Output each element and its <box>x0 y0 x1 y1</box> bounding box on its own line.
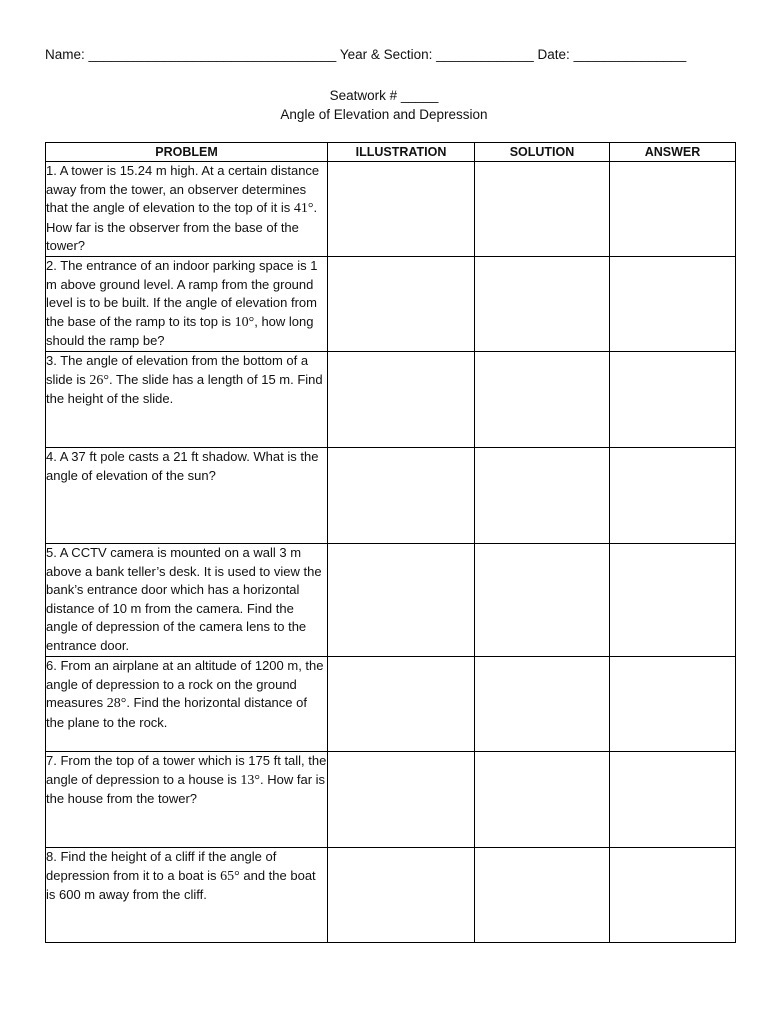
table-row <box>46 848 736 943</box>
illustration-cell[interactable] <box>328 544 475 657</box>
date-label: Date: <box>537 47 570 62</box>
title-block <box>0 86 768 124</box>
angle-value: 41° <box>293 201 314 217</box>
problem-text-continued: . Find the horizontal distance of the plane to the rock. <box>46 695 307 730</box>
problem-cell <box>46 352 328 448</box>
table-row <box>46 657 736 752</box>
problem-text: 7. From the top of a tower which is 175 ft tall, the angle of depression to a house is <box>46 753 327 787</box>
problem-cell <box>46 544 328 657</box>
column-header-solution: SOLUTION <box>475 143 610 162</box>
year-section-blank[interactable]: _____________ <box>436 47 534 62</box>
illustration-cell[interactable] <box>328 752 475 848</box>
table-row <box>46 162 736 257</box>
answer-cell[interactable] <box>610 544 736 657</box>
table-header-row <box>46 143 736 162</box>
illustration-cell[interactable] <box>328 657 475 752</box>
angle-value: 28° <box>106 696 127 712</box>
answer-cell[interactable] <box>610 848 736 943</box>
problem-text-continued: and the boat is 600 m away from the cliff. <box>46 867 316 903</box>
name-blank[interactable]: _________________________________ <box>88 47 337 62</box>
worksheet-subtitle: Angle of Elevation and Depression <box>280 107 488 122</box>
problem-text: 2. The entrance of an indoor parking space is 1 m above ground level. A ramp from the ground level is to be built. If the angle of elevation from the base of the ramp to its top is <box>46 258 318 329</box>
problem-text: 1. A tower is 15.24 m high. At a certain distance away from the tower, an observer determines that the angle of elevation to the top of it is <box>46 163 320 216</box>
problem-text-continued: , how long should the ramp be? <box>46 313 314 349</box>
solution-cell[interactable] <box>475 544 610 657</box>
problem-text: 4. A 37 ft pole casts a 21 ft shadow. What is the angle of elevation of the sun? <box>46 449 319 483</box>
solution-cell[interactable] <box>475 162 610 257</box>
problem-cell <box>46 657 328 752</box>
problem-cell <box>46 848 328 943</box>
angle-value: 26° <box>89 372 109 388</box>
answer-cell[interactable] <box>610 162 736 257</box>
table-row <box>46 448 736 544</box>
problem-text-continued: . The slide has a length of 15 m. Find the height of the slide. <box>46 371 323 407</box>
solution-cell[interactable] <box>475 257 610 352</box>
problem-text-continued: . How far is the house from the tower? <box>46 771 326 807</box>
problem-text: 8. Find the height of a cliff if the angle of depression from it to a boat is <box>46 849 277 883</box>
solution-cell[interactable] <box>475 752 610 848</box>
worksheet-table <box>45 142 736 943</box>
problem-cell <box>46 257 328 352</box>
answer-cell[interactable] <box>610 752 736 848</box>
problem-text: 6. From an airplane at an altitude of 1200 m, the angle of depression to a rock on the ground measures <box>46 658 324 711</box>
solution-cell[interactable] <box>475 657 610 752</box>
illustration-cell[interactable] <box>328 162 475 257</box>
problem-cell <box>46 448 328 544</box>
answer-cell[interactable] <box>610 448 736 544</box>
column-header-illustration: ILLUSTRATION <box>328 143 475 162</box>
problem-cell <box>46 162 328 257</box>
answer-cell[interactable] <box>610 352 736 448</box>
answer-cell[interactable] <box>610 657 736 752</box>
solution-cell[interactable] <box>475 448 610 544</box>
column-header-answer: ANSWER <box>610 143 736 162</box>
column-header-problem: PROBLEM <box>46 143 328 162</box>
angle-value: 65° <box>220 868 240 884</box>
angle-value: 10° <box>234 314 255 330</box>
problem-text: 5. A CCTV camera is mounted on a wall 3 m above a bank teller’s desk. It is used to view the bank’s entrance door which has a horizontal distance of 10 m from the camera. Find the angle of depression of the camera lens to the entrance door. <box>46 545 322 653</box>
illustration-cell[interactable] <box>328 848 475 943</box>
illustration-cell[interactable] <box>328 257 475 352</box>
table-row <box>46 257 736 352</box>
angle-value: 13° <box>240 772 261 788</box>
table-row <box>46 544 736 657</box>
solution-cell[interactable] <box>475 848 610 943</box>
problem-text-continued: . How far is the observer from the base of the tower? <box>46 200 318 254</box>
problem-cell <box>46 752 328 848</box>
table-row <box>46 352 736 448</box>
illustration-cell[interactable] <box>328 352 475 448</box>
year-section-label: Year & Section: <box>339 47 433 62</box>
student-info-line <box>45 47 735 62</box>
illustration-cell[interactable] <box>328 448 475 544</box>
solution-cell[interactable] <box>475 352 610 448</box>
name-label: Name: <box>45 47 85 62</box>
problem-text: 3. The angle of elevation from the bottom of a slide is <box>46 353 309 387</box>
table-row <box>46 752 736 848</box>
seatwork-title: Seatwork # _____ <box>329 88 439 103</box>
answer-cell[interactable] <box>610 257 736 352</box>
date-blank[interactable]: _______________ <box>573 47 687 62</box>
